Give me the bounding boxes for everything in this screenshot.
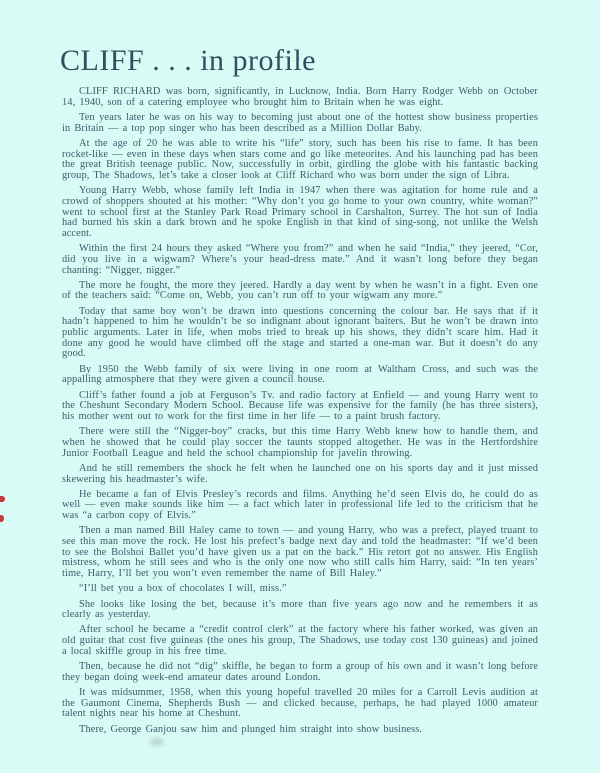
article-paragraph: The more he fought, the more they jeered. Hardly a day went by when he wasn’t in a fight. Even one of the teachers said: “Come on, Webb, you can’t run off to your wigwam any more.” [62, 279, 538, 302]
scan-smudge [150, 738, 164, 746]
article-paragraph: There were still the “Nigger-boy” cracks, but this time Harry Webb knew how to handle them, and when he showed that he could play soccer the taunts stopped altogether. He was in the Hertfordshire Junior Football League and held the school championship for javelin throwing. [62, 426, 538, 459]
article-paragraph: Young Harry Webb, whose family left India in 1947 when there was agitation for home rule and a crowd of shoppers shouted at his mother: “Why don’t you go home to your own country, white woman?” went to school first at the Stanley Park Road Primary school in Carshalton, Surrey. The hot sun of India had burned his skin a dark brown and he spoke English in that kind of sing-song, not unlike the Welsh accent. [62, 185, 538, 239]
article-paragraph: There, George Ganjou saw him and plunged him straight into show business. [79, 723, 423, 735]
article-paragraph: He became a fan of Elvis Presley’s records and films. Anything he’d seen Elvis do, he could do as well — even make sounds like him — a fact which later in professional life led to the criticism that he was “a carbon copy of Elvis.” [62, 488, 538, 522]
article-paragraph: She looks like losing the bet, because it’s more than five years ago now and he remembers it as clearly as yesterday. [62, 598, 538, 621]
red-edge-mark [0, 515, 4, 522]
page-title: CLIFF . . . in profile [60, 44, 316, 77]
article-body [62, 87, 538, 740]
article-paragraph: Within the first 24 hours they asked “Where you from?” and when he said “India,” they jeered, “Cor, did you live in a wigwam? Where’s your head-dress mate.” And it wasn’t long before they began chanting: “Nigger, nigger.” [62, 243, 538, 276]
article-paragraph: Then, because he did not “dig” skiffle, he began to form a group of his own and it wasn’t long before they began doing week-end amateur dates around London. [62, 661, 538, 683]
article-paragraph: Cliff’s father found a job at Ferguson’s Tv. and radio factory at Enfield — and young Harry went to the Cheshunt Secondary Modern School. Because life was expensive for the family (he has three sisters), his mother went out to work for the first time in her life — to a paint brush factory. [62, 389, 538, 422]
article-paragraph: “I’ll bet you a box of chocolates I will, miss.” [79, 583, 287, 595]
article-paragraph: Today that same boy won’t be drawn into questions concerning the colour bar. He says that if it hadn’t happened to him he wouldn’t be so indignant about ignorant baiters. But he won’t be drawn into public arguments. Later in life, when mobs tried to break up his shows, they didn’t scare him. Had it done any good he would have climbed off the stage and started a one-man war. But it doesn’t do any good. [62, 305, 538, 360]
article-paragraph: Then a man named Bill Haley came to town — and young Harry, who was a prefect, played truant to see this man move the rock. He lost his prefect’s badge next day and told the headmaster: “If we’d been to see the Bolshoi Ballet you’d have given us a pat on the back.” His retort got no answer. His English mistress, whom he still sees and who is the only one now who still calls him Harry, said: “In ten years’ time, Harry, I’ll bet you won’t even remember the name of Bill Haley.” [62, 525, 538, 580]
article-paragraph: It was midsummer, 1958, when this young hopeful travelled 20 miles for a Carroll Levis audition at the Gaumont Cinema, Shepherds Bush — and clicked because, perhaps, he had played 1000 amateur talent nights near his home at Cheshunt. [62, 686, 538, 720]
article-paragraph: And he still remembers the shock he felt when he launched one on his sports day and it just missed skewering his headmaster’s wife. [62, 462, 538, 485]
article-paragraph: CLIFF RICHARD was born, significantly, in Lucknow, India. Born Harry Rodger Webb on October 14, 1940, son of a catering employee who brought him to Britain when he was eight. [62, 86, 538, 108]
article-paragraph: Ten years later he was on his way to becoming just about one of the hottest show business properties in Britain — a top pop singer who has been described as a Million Dollar Baby. [62, 111, 538, 134]
red-edge-mark [0, 496, 5, 502]
article-paragraph: At the age of 20 he was able to write his “life” story, such has been his rise to fame. It has been rocket-like — even in these days when stars come and go like meteorites. And his launching pad has been the great British teenage public. Now, successfully in orbit, girdling the globe with his fantastic backing group, The Shadows, let’s take a closer look at Cliff Richard who was born under the sign of Libra. [62, 137, 538, 181]
article-paragraph: After school he became a “credit control clerk” at the factory where his father worked, was given an old guitar that cost five guineas (the ones his group, The Shadows, use today cost 130 guineas) and joined a local skiffle group in his free time. [62, 624, 538, 657]
article-paragraph: By 1950 the Webb family of six were living in one room at Waltham Cross, and such was the appalling atmosphere that they were given a council house. [62, 363, 538, 386]
